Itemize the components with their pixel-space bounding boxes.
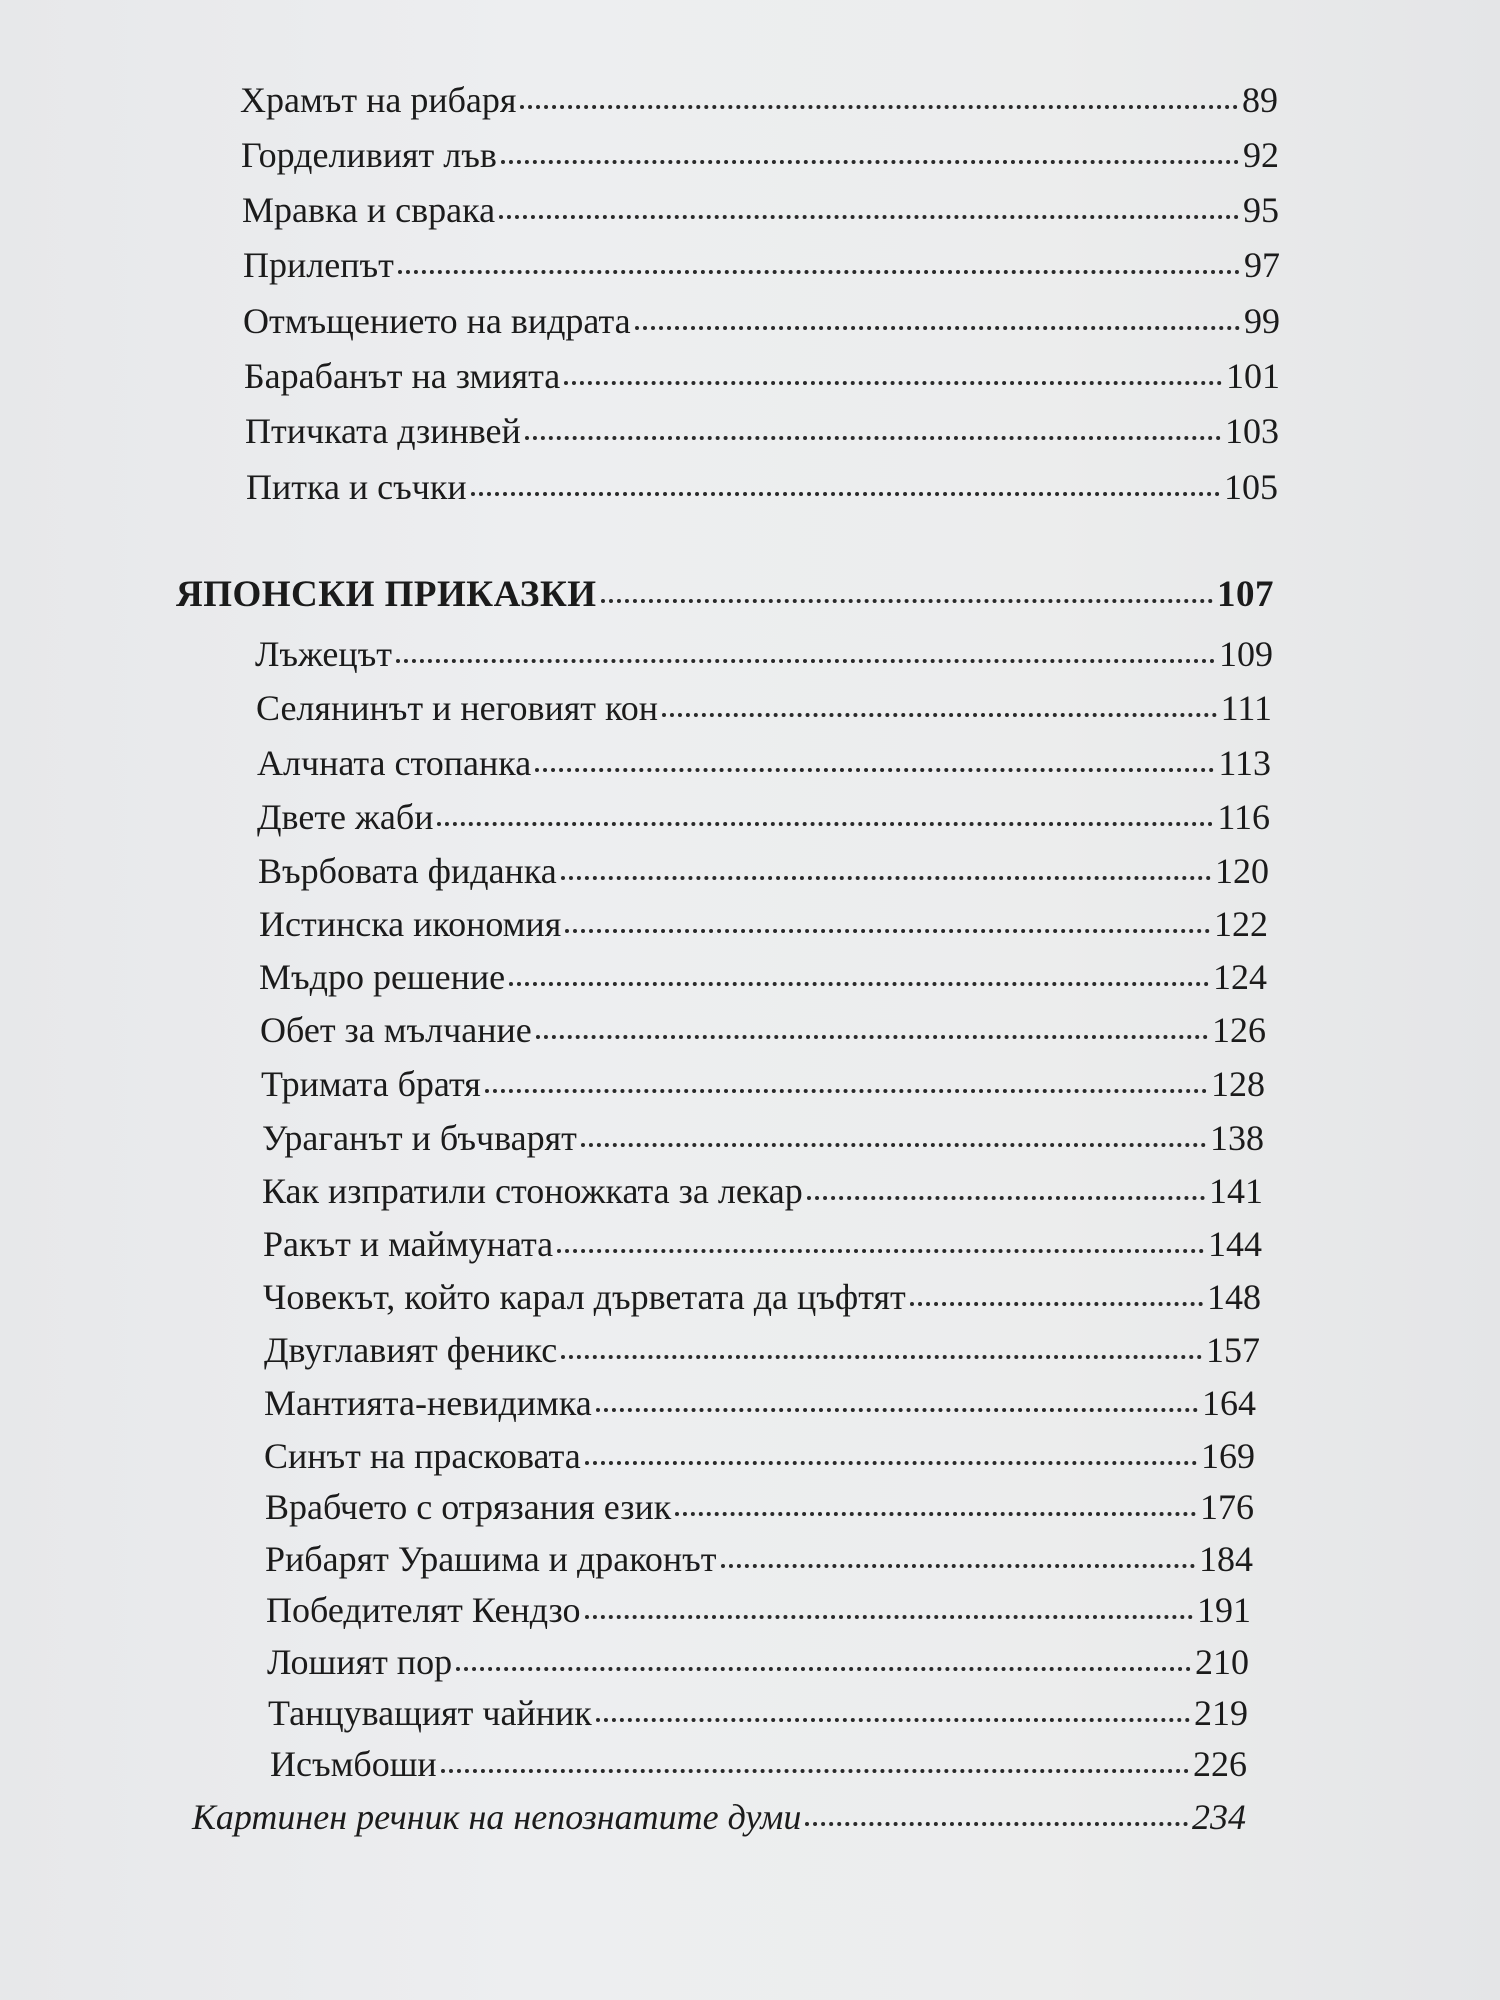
toc-entry xyxy=(257,793,1270,841)
dot-leader xyxy=(910,1302,1203,1306)
toc-entry xyxy=(243,297,1280,345)
toc-entry xyxy=(245,407,1279,455)
section-title: ЯПОНСКИ ПРИКАЗКИ xyxy=(176,574,597,615)
toc-entry-title: Храмът на рибаря xyxy=(240,80,517,120)
dot-leader xyxy=(509,982,1209,986)
toc-entry-page: 97 xyxy=(1244,245,1280,285)
dot-leader xyxy=(561,876,1211,880)
toc-entry xyxy=(256,684,1272,732)
toc-section-heading xyxy=(176,571,1274,619)
toc-entry xyxy=(268,1689,1248,1737)
dot-leader xyxy=(596,1718,1190,1722)
toc-entry xyxy=(264,1432,1255,1480)
toc-entry xyxy=(266,1586,1251,1634)
dot-leader xyxy=(437,822,1213,826)
toc-entry-page: 124 xyxy=(1213,957,1267,997)
toc-entry-title: Алчната стопанка xyxy=(257,743,532,783)
toc-entry-page: 234 xyxy=(1192,1797,1246,1837)
toc-entry-title: Синът на прасковата xyxy=(264,1436,581,1476)
toc-entry-title: Мравка и сврака xyxy=(242,190,496,230)
toc-entry xyxy=(241,131,1279,179)
toc-entry xyxy=(244,352,1280,400)
toc-entry-page: 122 xyxy=(1214,904,1268,944)
toc-entry-page: 219 xyxy=(1194,1693,1248,1733)
toc-entry xyxy=(265,1535,1253,1583)
dot-leader xyxy=(471,492,1220,496)
toc-entry xyxy=(242,186,1279,234)
toc-entry xyxy=(267,1638,1249,1686)
dot-leader xyxy=(501,160,1239,164)
toc-entry-page: 128 xyxy=(1211,1064,1265,1104)
toc-entry-page: 113 xyxy=(1218,743,1271,783)
toc-entry-title: Лошият пор xyxy=(267,1642,453,1682)
toc-entry xyxy=(246,463,1278,511)
toc-entry xyxy=(243,241,1280,289)
toc-entry-title: Отмъщението на видрата xyxy=(243,301,631,341)
toc-entry xyxy=(263,1273,1261,1321)
toc-entry-page: 105 xyxy=(1224,467,1278,507)
toc-entry xyxy=(259,900,1268,948)
toc-entry-title: Картинен речник на непознатите думи xyxy=(192,1797,802,1837)
dot-leader xyxy=(596,1408,1198,1412)
toc-entry-page: 109 xyxy=(1219,634,1273,674)
toc-entry-page: 89 xyxy=(1242,80,1278,120)
toc-entry-title: Рибарят Урашима и драконът xyxy=(265,1539,717,1579)
toc-entry-title: Селянинът и неговият кон xyxy=(256,688,658,728)
toc-entry-title: Врабчето с отрязания език xyxy=(265,1487,672,1527)
toc-entry xyxy=(261,1060,1265,1108)
toc-entry-page: 141 xyxy=(1209,1171,1263,1211)
dot-leader xyxy=(561,1355,1202,1359)
toc-entry-title: Победителят Кендзо xyxy=(266,1590,581,1630)
toc-entry xyxy=(264,1379,1256,1427)
dot-leader xyxy=(601,599,1213,603)
toc-entry-page: 120 xyxy=(1215,851,1269,891)
dot-leader xyxy=(805,1822,1188,1826)
dot-leader xyxy=(396,659,1215,663)
toc-entry-title: Как изпратили стоножката за лекар xyxy=(262,1171,803,1211)
toc-entry xyxy=(240,76,1278,124)
toc-entry-page: 92 xyxy=(1243,135,1279,175)
toc-entry-title: Мъдро решение xyxy=(259,957,506,997)
toc-entry-title: Ураганът и бъчварят xyxy=(262,1118,577,1158)
dot-leader xyxy=(565,929,1210,933)
toc-entry-page: 111 xyxy=(1220,688,1272,728)
toc-entry-page: 226 xyxy=(1193,1744,1247,1784)
toc-entry-page: 101 xyxy=(1226,356,1280,396)
toc-entry-title: Исъмбоши xyxy=(270,1744,437,1784)
toc-entry-title: Танцуващият чайник xyxy=(268,1693,592,1733)
toc-entry-page: 210 xyxy=(1195,1642,1249,1682)
toc-entry xyxy=(262,1167,1263,1215)
toc-entry-title: Тримата братя xyxy=(261,1064,481,1104)
toc-entry-title: Двете жаби xyxy=(257,797,434,837)
dot-leader xyxy=(535,768,1214,772)
toc-entry-title: Горделивият лъв xyxy=(241,135,497,175)
toc-entry-title: Обет за мълчание xyxy=(260,1010,532,1050)
dot-leader xyxy=(635,326,1240,330)
toc-entry xyxy=(265,1483,1254,1531)
toc-entry-title: Мантията-невидимка xyxy=(264,1383,592,1423)
toc-entry-page: 157 xyxy=(1206,1330,1260,1370)
toc-entry xyxy=(258,847,1269,895)
toc-entry-title: Птичката дзинвей xyxy=(245,411,521,451)
dot-leader xyxy=(662,713,1217,717)
toc-entry-page: 148 xyxy=(1207,1277,1261,1317)
toc-entry-title: Върбовата фиданка xyxy=(258,851,557,891)
dot-leader xyxy=(536,1035,1208,1039)
toc-entry xyxy=(259,953,1267,1001)
toc-entry-dictionary xyxy=(192,1793,1246,1841)
toc-entry xyxy=(263,1220,1262,1268)
dot-leader xyxy=(456,1667,1191,1671)
dot-leader xyxy=(525,436,1221,440)
toc-entry-page: 99 xyxy=(1244,301,1280,341)
toc-entry xyxy=(262,1114,1264,1162)
toc-entry-page: 138 xyxy=(1210,1118,1264,1158)
toc-entry-page: 95 xyxy=(1243,190,1279,230)
toc-entry-page: 164 xyxy=(1202,1383,1256,1423)
dot-leader xyxy=(807,1196,1205,1200)
section-page: 107 xyxy=(1217,574,1274,615)
toc-entry xyxy=(257,739,1271,787)
toc-entry-title: Двуглавият феникс xyxy=(264,1330,558,1370)
dot-leader xyxy=(721,1564,1195,1568)
dot-leader xyxy=(585,1615,1193,1619)
toc-entry-title: Човекът, който карал дърветата да цъфтят xyxy=(263,1277,906,1317)
dot-leader xyxy=(585,1461,1197,1465)
toc-entry-page: 144 xyxy=(1208,1224,1262,1264)
dot-leader xyxy=(581,1143,1206,1147)
toc-entry-title: Барабанът на змията xyxy=(244,356,561,396)
toc-entry-page: 169 xyxy=(1201,1436,1255,1476)
dot-leader xyxy=(499,215,1239,219)
toc-entry-page: 116 xyxy=(1217,797,1270,837)
toc-entry-page: 103 xyxy=(1225,411,1279,451)
dot-leader xyxy=(564,381,1222,385)
toc-entry xyxy=(260,1006,1266,1054)
dot-leader xyxy=(441,1769,1189,1773)
toc-entry-page: 191 xyxy=(1197,1590,1251,1630)
toc-entry-page: 184 xyxy=(1199,1539,1253,1579)
dot-leader xyxy=(485,1089,1207,1093)
toc-entry xyxy=(264,1326,1260,1374)
dot-leader xyxy=(675,1512,1196,1516)
toc-entry-title: Питка и съчки xyxy=(246,467,467,507)
dot-leader xyxy=(398,270,1240,274)
toc-entry-page: 126 xyxy=(1212,1010,1266,1050)
toc-entry-page: 176 xyxy=(1200,1487,1254,1527)
toc-entry-title: Истинска икономия xyxy=(259,904,562,944)
toc-entry xyxy=(255,630,1273,678)
toc-entry-title: Ракът и маймуната xyxy=(263,1224,554,1264)
toc-entry-title: Прилепът xyxy=(243,245,394,285)
toc-entry-title: Лъжецът xyxy=(255,634,393,674)
toc-entry xyxy=(270,1740,1247,1788)
dot-leader xyxy=(557,1249,1204,1253)
dot-leader xyxy=(520,105,1238,109)
